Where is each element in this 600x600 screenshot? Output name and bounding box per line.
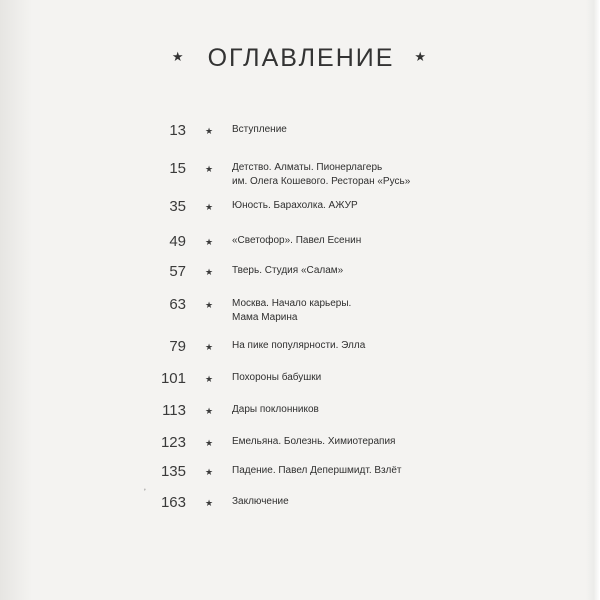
toc-chapter-title-line: На пике популярности. Элла [232,340,366,351]
toc-page-number: 79 [169,338,186,355]
toc-chapter-title-line: Детство. Алматы. Пионерлагерь [232,162,383,173]
toc-chapter-title [232,464,532,478]
toc-page-number: 49 [169,233,186,250]
toc-chapter-title [232,123,532,137]
toc-entry [0,198,600,226]
star-icon: ★ [414,49,429,64]
toc-chapter-title [232,403,532,417]
star-icon: ★ [205,406,214,416]
toc-entry [0,338,600,366]
toc-page-number: 113 [162,402,186,419]
toc-chapter-title-line: Юность. Барахолка. АЖУР [232,200,358,211]
toc-chapter-title-line: Мама Марина [232,312,298,323]
toc-page-number: 15 [169,160,186,177]
star-icon: ★ [205,342,214,352]
toc-chapter-title-line: Тверь. Студия «Салам» [232,265,344,276]
toc-chapter-title [232,371,532,385]
toc-entry [0,296,600,324]
star-icon: ★ [205,164,214,174]
toc-chapter-title-line: Дары поклонников [232,404,319,415]
toc-page-number: 35 [169,198,186,215]
toc-chapter-title [232,161,532,189]
star-icon: ★ [205,498,214,508]
toc-entry [0,434,600,462]
toc-entry [0,160,600,188]
toc-page-number: 135 [160,463,186,480]
toc-page-number: 63 [169,296,186,313]
table-of-contents-heading [0,44,600,73]
star-icon: ★ [171,49,186,64]
star-icon: ★ [205,467,214,477]
star-icon: ★ [205,126,214,136]
toc-page-number: 13 [169,122,186,139]
star-icon: ★ [205,237,214,247]
toc-entry [0,494,600,522]
toc-entry [0,370,600,398]
toc-chapter-title-line: Москва. Начало карьеры. [232,298,352,309]
toc-chapter-title-line: Похороны бабушки [232,372,322,383]
toc-page-number: 57 [169,263,186,280]
toc-chapter-title [232,297,532,325]
toc-chapter-title-line: Падение. Павел Депершмидт. Взлёт [232,465,402,476]
toc-page-number: 123 [160,434,186,451]
toc-page-number: 163 [160,494,186,511]
toc-chapter-title-line: Заключение [232,496,289,507]
toc-entry [0,463,600,491]
toc-entry [0,263,600,291]
toc-chapter-title [232,339,532,353]
toc-chapter-title [232,234,532,248]
toc-chapter-title-line: «Светофор». Павел Есенин [232,235,362,246]
toc-entry [0,233,600,261]
star-icon: ★ [205,374,214,384]
toc-chapter-title-line: Емельяна. Болезнь. Химиотерапия [232,436,396,447]
star-icon: ★ [205,267,214,277]
star-icon: ★ [205,202,214,212]
toc-chapter-title [232,495,532,509]
star-icon: ★ [205,438,214,448]
toc-entry [0,122,600,150]
toc-chapter-title-line: им. Олега Кошевого. Ресторан «Русь» [232,176,411,187]
toc-chapter-title-line: Вступление [232,124,287,135]
toc-chapter-title [232,199,532,213]
star-icon: ★ [205,300,214,310]
toc-chapter-title [232,264,532,278]
toc-entry [0,402,600,430]
heading-title: ОГЛАВЛЕНИЕ [207,44,395,72]
toc-chapter-title [232,435,532,449]
pencil-mark: ʼ [144,488,146,497]
toc-page-number: 101 [160,370,186,387]
